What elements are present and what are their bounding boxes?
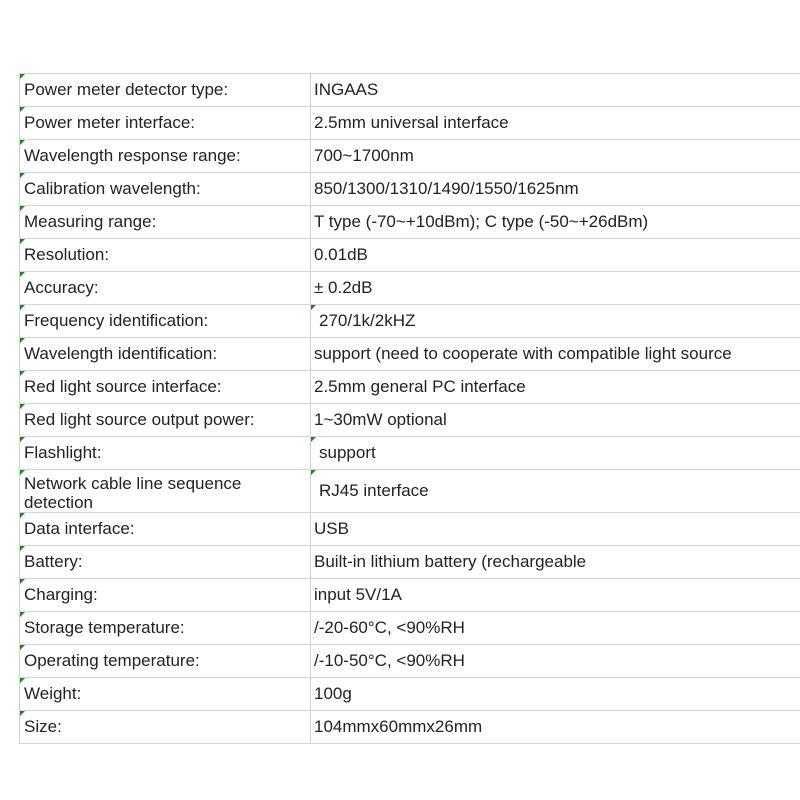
spec-value[interactable]: ± 0.2dB: [311, 272, 800, 305]
table-row: [20, 678, 800, 711]
comment-marker-icon: [311, 470, 316, 475]
spec-label[interactable]: Battery:: [20, 546, 311, 579]
spec-label[interactable]: Calibration wavelength:: [20, 173, 311, 206]
comment-marker-icon: [20, 678, 25, 683]
comment-marker-icon: [20, 140, 25, 145]
spec-label[interactable]: Size:: [20, 711, 311, 744]
comment-marker-icon: [20, 645, 25, 650]
spec-label[interactable]: Data interface:: [20, 513, 311, 546]
comment-marker-icon: [311, 437, 316, 442]
spec-label[interactable]: Operating temperature:: [20, 645, 311, 678]
table-row: [20, 305, 800, 338]
comment-marker-icon: [20, 371, 25, 376]
table-row: [20, 206, 800, 239]
table-row: [20, 579, 800, 612]
spec-label[interactable]: Power meter detector type:: [20, 74, 311, 107]
spec-label[interactable]: Storage temperature:: [20, 612, 311, 645]
table-row: [20, 404, 800, 437]
spec-value[interactable]: 2.5mm general PC interface: [311, 371, 800, 404]
spec-label[interactable]: Measuring range:: [20, 206, 311, 239]
spec-value[interactable]: INGAAS: [311, 74, 800, 107]
table-row: [20, 470, 800, 513]
comment-marker-icon: [311, 305, 316, 310]
table-row: [20, 513, 800, 546]
table-row: [20, 107, 800, 140]
spec-value[interactable]: input 5V/1A: [311, 579, 800, 612]
spec-value[interactable]: 850/1300/1310/1490/1550/1625nm: [311, 173, 800, 206]
table-row: [20, 711, 800, 744]
table-row: [20, 612, 800, 645]
spec-label[interactable]: Weight:: [20, 678, 311, 711]
spec-value[interactable]: RJ45 interface: [311, 470, 800, 513]
comment-marker-icon: [20, 437, 25, 442]
comment-marker-icon: [20, 107, 25, 112]
table-row: [20, 437, 800, 470]
spec-value[interactable]: 100g: [311, 678, 800, 711]
spec-label[interactable]: Power meter interface:: [20, 107, 311, 140]
comment-marker-icon: [20, 239, 25, 244]
spec-label[interactable]: Charging:: [20, 579, 311, 612]
spec-value[interactable]: Built-in lithium battery (rechargeable: [311, 546, 800, 579]
table-row: [20, 645, 800, 678]
table-row: [20, 371, 800, 404]
comment-marker-icon: [20, 612, 25, 617]
spec-label[interactable]: Wavelength response range:: [20, 140, 311, 173]
table-row: [20, 338, 800, 371]
comment-marker-icon: [20, 272, 25, 277]
spec-label[interactable]: Frequency identification:: [20, 305, 311, 338]
spec-value[interactable]: /-20-60°C, <90%RH: [311, 612, 800, 645]
spec-label[interactable]: Flashlight:: [20, 437, 311, 470]
spec-label[interactable]: Red light source output power:: [20, 404, 311, 437]
spec-value[interactable]: support: [311, 437, 800, 470]
spec-value[interactable]: USB: [311, 513, 800, 546]
comment-marker-icon: [20, 711, 25, 716]
table-row: [20, 546, 800, 579]
spec-value[interactable]: 104mmx60mmx26mm: [311, 711, 800, 744]
spec-label[interactable]: Accuracy:: [20, 272, 311, 305]
table-row: [20, 173, 800, 206]
comment-marker-icon: [20, 74, 25, 79]
spec-value[interactable]: 1~30mW optional: [311, 404, 800, 437]
spec-value[interactable]: 2.5mm universal interface: [311, 107, 800, 140]
comment-marker-icon: [20, 470, 25, 475]
comment-marker-icon: [20, 546, 25, 551]
spec-label[interactable]: Network cable line sequence detection: [20, 470, 311, 513]
spec-label[interactable]: Wavelength identification:: [20, 338, 311, 371]
comment-marker-icon: [20, 305, 25, 310]
spec-value[interactable]: 0.01dB: [311, 239, 800, 272]
spec-table: [19, 73, 800, 744]
comment-marker-icon: [20, 404, 25, 409]
table-row: [20, 140, 800, 173]
spec-label[interactable]: Resolution:: [20, 239, 311, 272]
table-row: [20, 74, 800, 107]
comment-marker-icon: [20, 338, 25, 343]
comment-marker-icon: [20, 173, 25, 178]
comment-marker-icon: [20, 579, 25, 584]
comment-marker-icon: [20, 513, 25, 518]
spec-label[interactable]: Red light source interface:: [20, 371, 311, 404]
table-row: [20, 272, 800, 305]
spec-value[interactable]: 270/1k/2kHZ: [311, 305, 800, 338]
table-row: [20, 239, 800, 272]
spec-value[interactable]: T type (-70~+10dBm); C type (-50~+26dBm): [311, 206, 800, 239]
spec-value[interactable]: support (need to cooperate with compatible light source: [311, 338, 800, 371]
spec-value[interactable]: /-10-50°C, <90%RH: [311, 645, 800, 678]
spec-value[interactable]: 700~1700nm: [311, 140, 800, 173]
comment-marker-icon: [20, 206, 25, 211]
